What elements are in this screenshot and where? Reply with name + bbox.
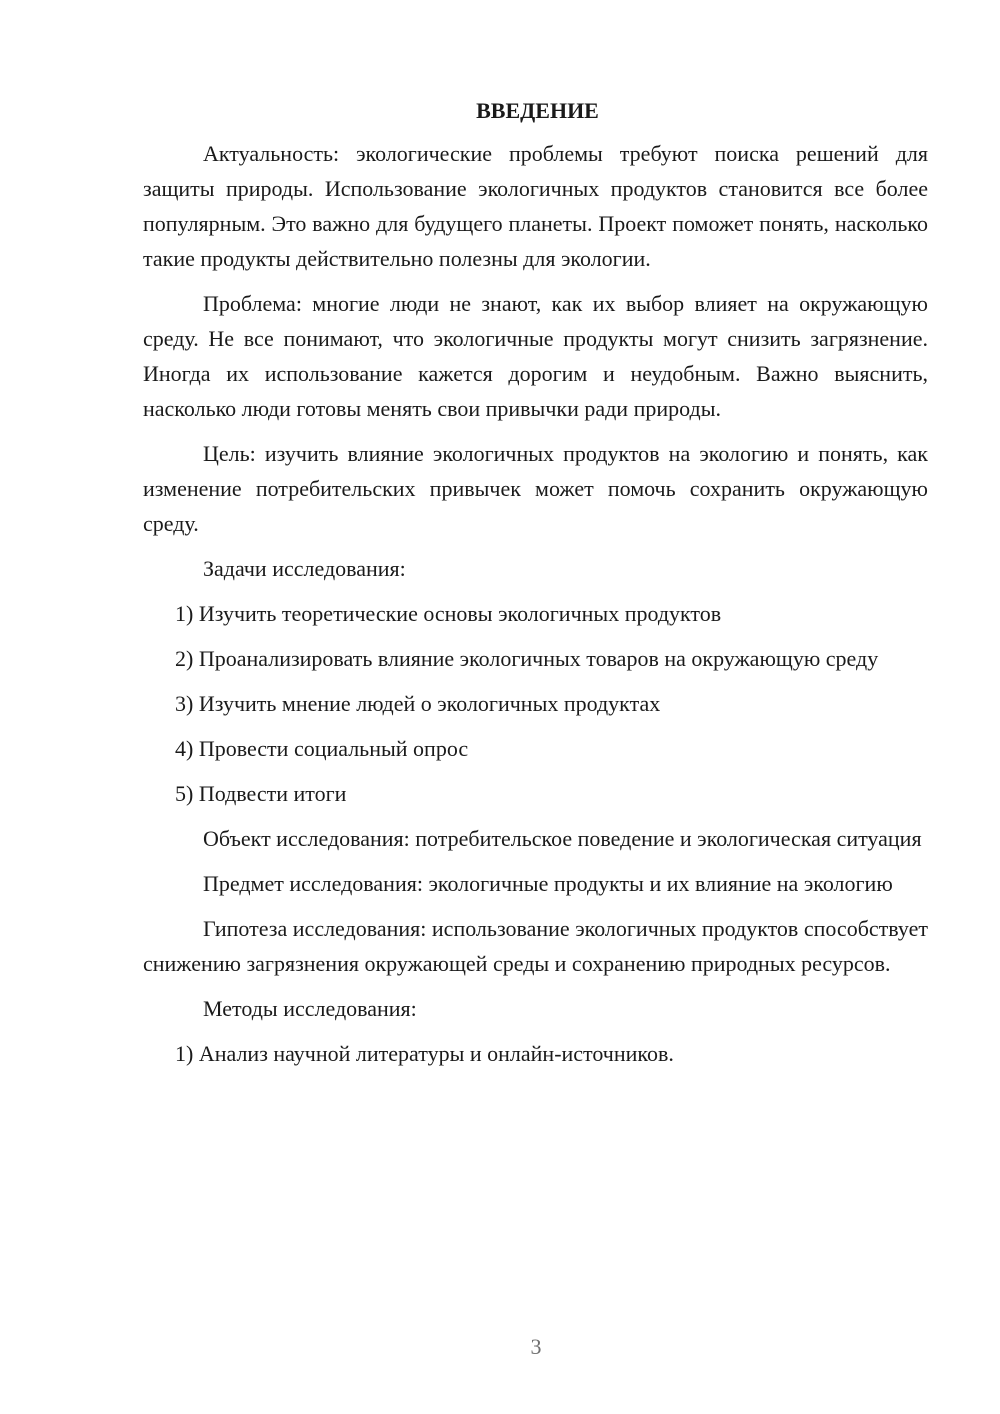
page-number: 3 (530, 1334, 542, 1359)
task-item: 1) Изучить теоретические основы экологичных продуктов (175, 601, 722, 626)
task-item: 2) Проанализировать влияние экологичных товаров на окружающую среду (175, 646, 879, 671)
method-item: 1) Анализ научной литературы и онлайн-источников. (175, 1041, 674, 1066)
problem-paragraph: Проблема: многие люди не знают, как их выбор влияет на окружающую среду. Не все понимают, что экологичные продукты могут снизить загрязнение. Иногда их использование кажется дорогим и неудобным. Важно выяснить, насколько люди готовы менять свои привычки ради природы. (143, 291, 928, 421)
hypothesis-paragraph: Гипотеза исследования: использование экологичных продуктов способствует снижению загрязнения окружающей среды и сохранению природных ресурсов. (143, 916, 928, 976)
page-content (143, 96, 928, 1081)
section-title: ВВЕДЕНИЕ (476, 98, 599, 123)
subject-paragraph: Предмет исследования: экологичные продукты и их влияние на экологию (203, 871, 893, 896)
task-item: 5) Подвести итоги (175, 781, 347, 806)
object-paragraph: Объект исследования: потребительское поведение и экологическая ситуация (203, 826, 922, 851)
tasks-heading: Задачи исследования: (203, 556, 406, 581)
methods-heading: Методы исследования: (203, 996, 417, 1021)
task-item: 3) Изучить мнение людей о экологичных продуктах (175, 691, 661, 716)
task-item: 4) Провести социальный опрос (175, 736, 469, 761)
goal-paragraph: Цель: изучить влияние экологичных продуктов на экологию и понять, как изменение потребительских привычек может помочь сохранить окружающую среду. (143, 441, 928, 536)
relevance-paragraph: Актуальность: экологические проблемы требуют поиска решений для защиты природы. Использование экологичных продуктов становится все более популярным. Это важно для будущего планеты. Проект поможет понять, насколько такие продукты действительно полезны для экологии. (143, 141, 928, 271)
